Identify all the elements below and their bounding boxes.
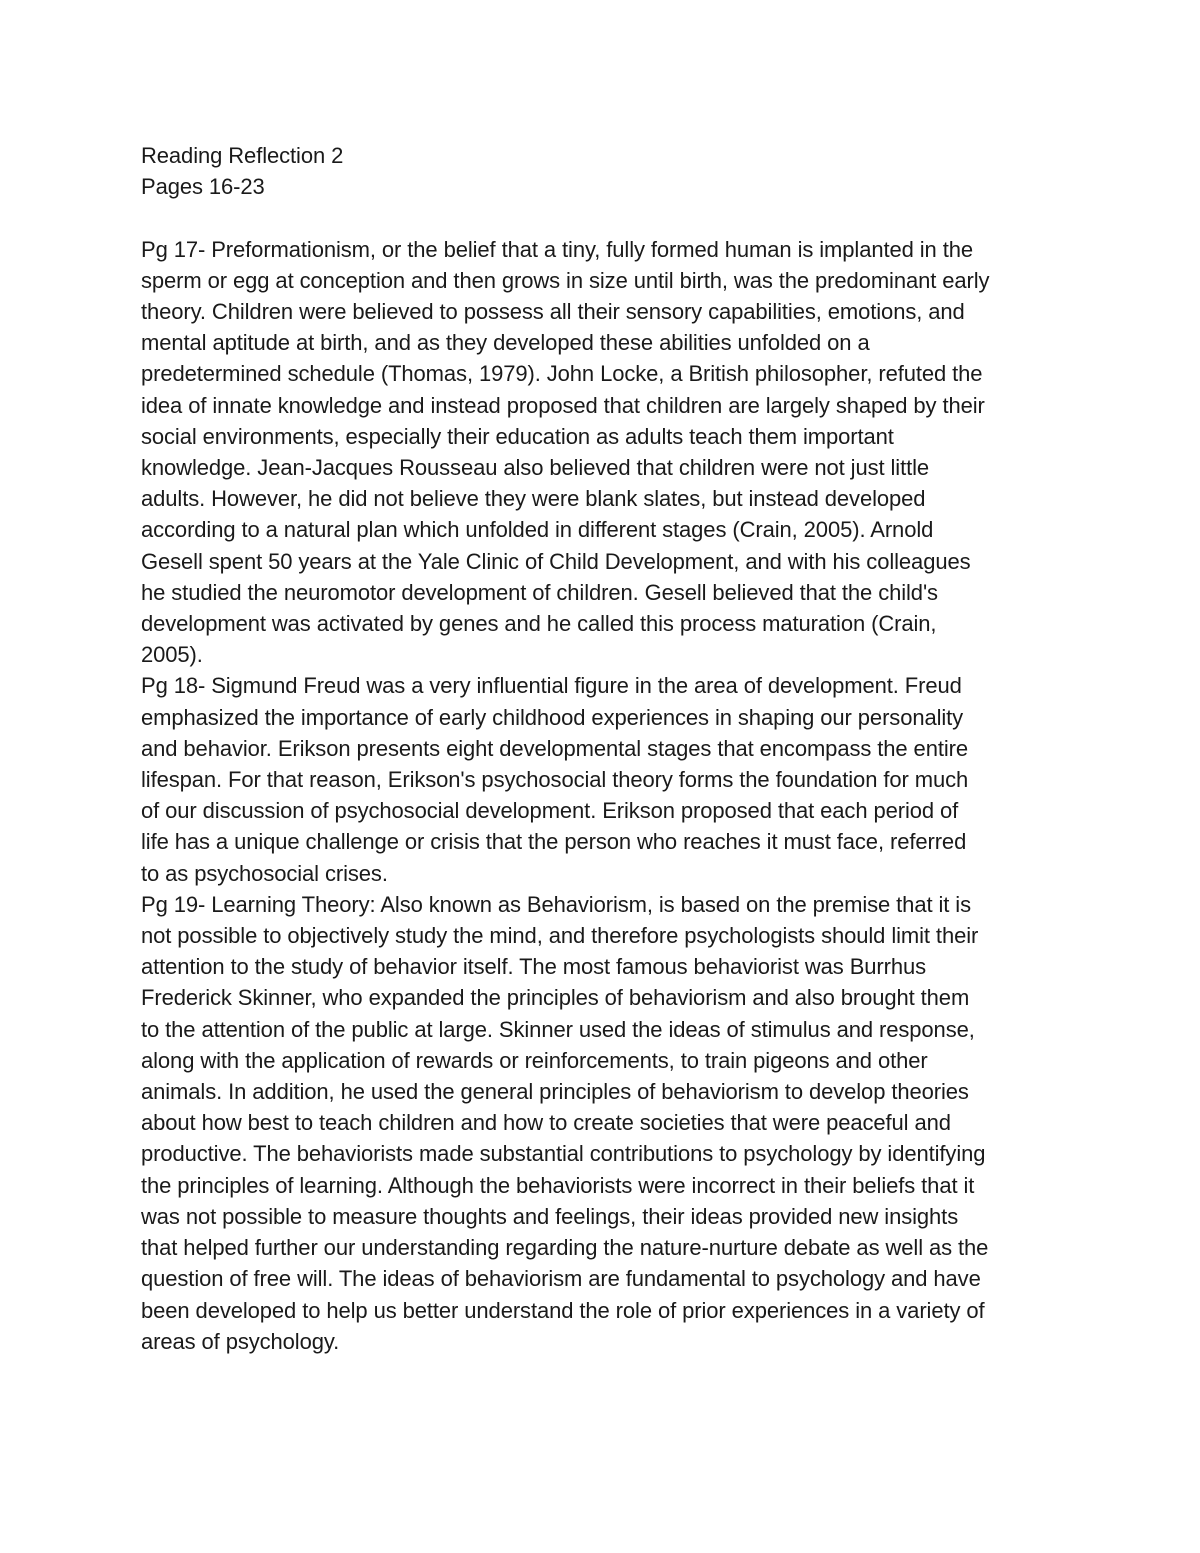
paragraph-line: of our discussion of psychosocial development. Erikson proposed that each period of [141, 798, 959, 824]
blank-line [141, 202, 1071, 233]
paragraph-line: productive. The behaviorists made substantial contributions to psychology by identifying [141, 1141, 986, 1167]
paragraph-line: to as psychosocial crises. [141, 860, 388, 886]
paragraph-line: emphasized the importance of early childhood experiences in shaping our personality [141, 704, 964, 730]
paragraph-line: and behavior. Erikson presents eight developmental stages that encompass the entire [141, 735, 968, 761]
paragraph-line: about how best to teach children and how to create societies that were peaceful and [141, 1110, 951, 1136]
paragraph-line: Pg 18- Sigmund Freud was a very influential figure in the area of development. Freud [141, 673, 962, 699]
paragraph-line: Pg 17- Preformationism, or the belief that a tiny, fully formed human is implanted in the [141, 236, 973, 262]
document-title: Reading Reflection 2 [141, 143, 344, 168]
paragraph-line: question of free will. The ideas of behaviorism are fundamental to psychology and have [141, 1266, 981, 1292]
paragraph-line: areas of psychology. [141, 1328, 340, 1354]
paragraph-line: according to a natural plan which unfolded in different stages (Crain, 2005). Arnold [141, 517, 934, 543]
paragraph-line: 2005). [141, 642, 203, 668]
paragraph-line: development was activated by genes and he called this process maturation (Crain, [141, 611, 937, 637]
paragraph [141, 889, 1071, 1357]
paragraph-line: to the attention of the public at large. Skinner used the ideas of stimulus and response, [141, 1016, 975, 1042]
document-page [141, 140, 1071, 1357]
paragraph-line: idea of innate knowledge and instead proposed that children are largely shaped by their [141, 392, 985, 418]
paragraph-line: Frederick Skinner, who expanded the principles of behaviorism and also brought them [141, 985, 970, 1011]
document-body [141, 234, 1071, 1357]
paragraph-line: been developed to help us better understand the role of prior experiences in a variety of [141, 1297, 985, 1323]
paragraph-line: animals. In addition, he used the general principles of behaviorism to develop theories [141, 1079, 969, 1105]
paragraph-line: Pg 19- Learning Theory: Also known as Behaviorism, is based on the premise that it is [141, 891, 971, 917]
paragraph-line: the principles of learning. Although the behaviorists were incorrect in their beliefs that it [141, 1172, 975, 1198]
paragraph-line: that helped further our understanding regarding the nature-nurture debate as well as the [141, 1235, 989, 1261]
paragraph-line: adults. However, he did not believe they were blank slates, but instead developed [141, 486, 926, 512]
document-pages: Pages 16-23 [141, 174, 265, 200]
paragraph-line: knowledge. Jean-Jacques Rousseau also believed that children were not just little [141, 455, 930, 481]
paragraph [141, 234, 1071, 671]
paragraph-line: lifespan. For that reason, Erikson's psychosocial theory forms the foundation for much [141, 767, 969, 793]
paragraph-line: Gesell spent 50 years at the Yale Clinic of Child Development, and with his colleagues [141, 548, 971, 574]
paragraph-line: sperm or egg at conception and then grows in size until birth, was the predominant early [141, 267, 990, 293]
paragraph [141, 670, 1071, 888]
paragraph-line: theory. Children were believed to possess all their sensory capabilities, emotions, and [141, 299, 965, 324]
paragraph-line: attention to the study of behavior itself. The most famous behaviorist was Burrhus [141, 954, 927, 980]
paragraph-line: he studied the neuromotor development of children. Gesell believed that the child's [141, 579, 938, 605]
paragraph-line: was not possible to measure thoughts and feelings, their ideas provided new insights [141, 1203, 959, 1229]
paragraph-line: not possible to objectively study the mind, and therefore psychologists should limit their [141, 923, 979, 949]
paragraph-line: along with the application of rewards or reinforcements, to train pigeons and other [141, 1047, 928, 1073]
paragraph-line: social environments, especially their education as adults teach them important [141, 423, 894, 449]
paragraph-line: predetermined schedule (Thomas, 1979). John Locke, a British philosopher, refuted the [141, 361, 983, 387]
paragraph-line: mental aptitude at birth, and as they developed these abilities unfolded on a [141, 330, 870, 356]
paragraph-line: life has a unique challenge or crisis that the person who reaches it must face, referred [141, 829, 967, 855]
